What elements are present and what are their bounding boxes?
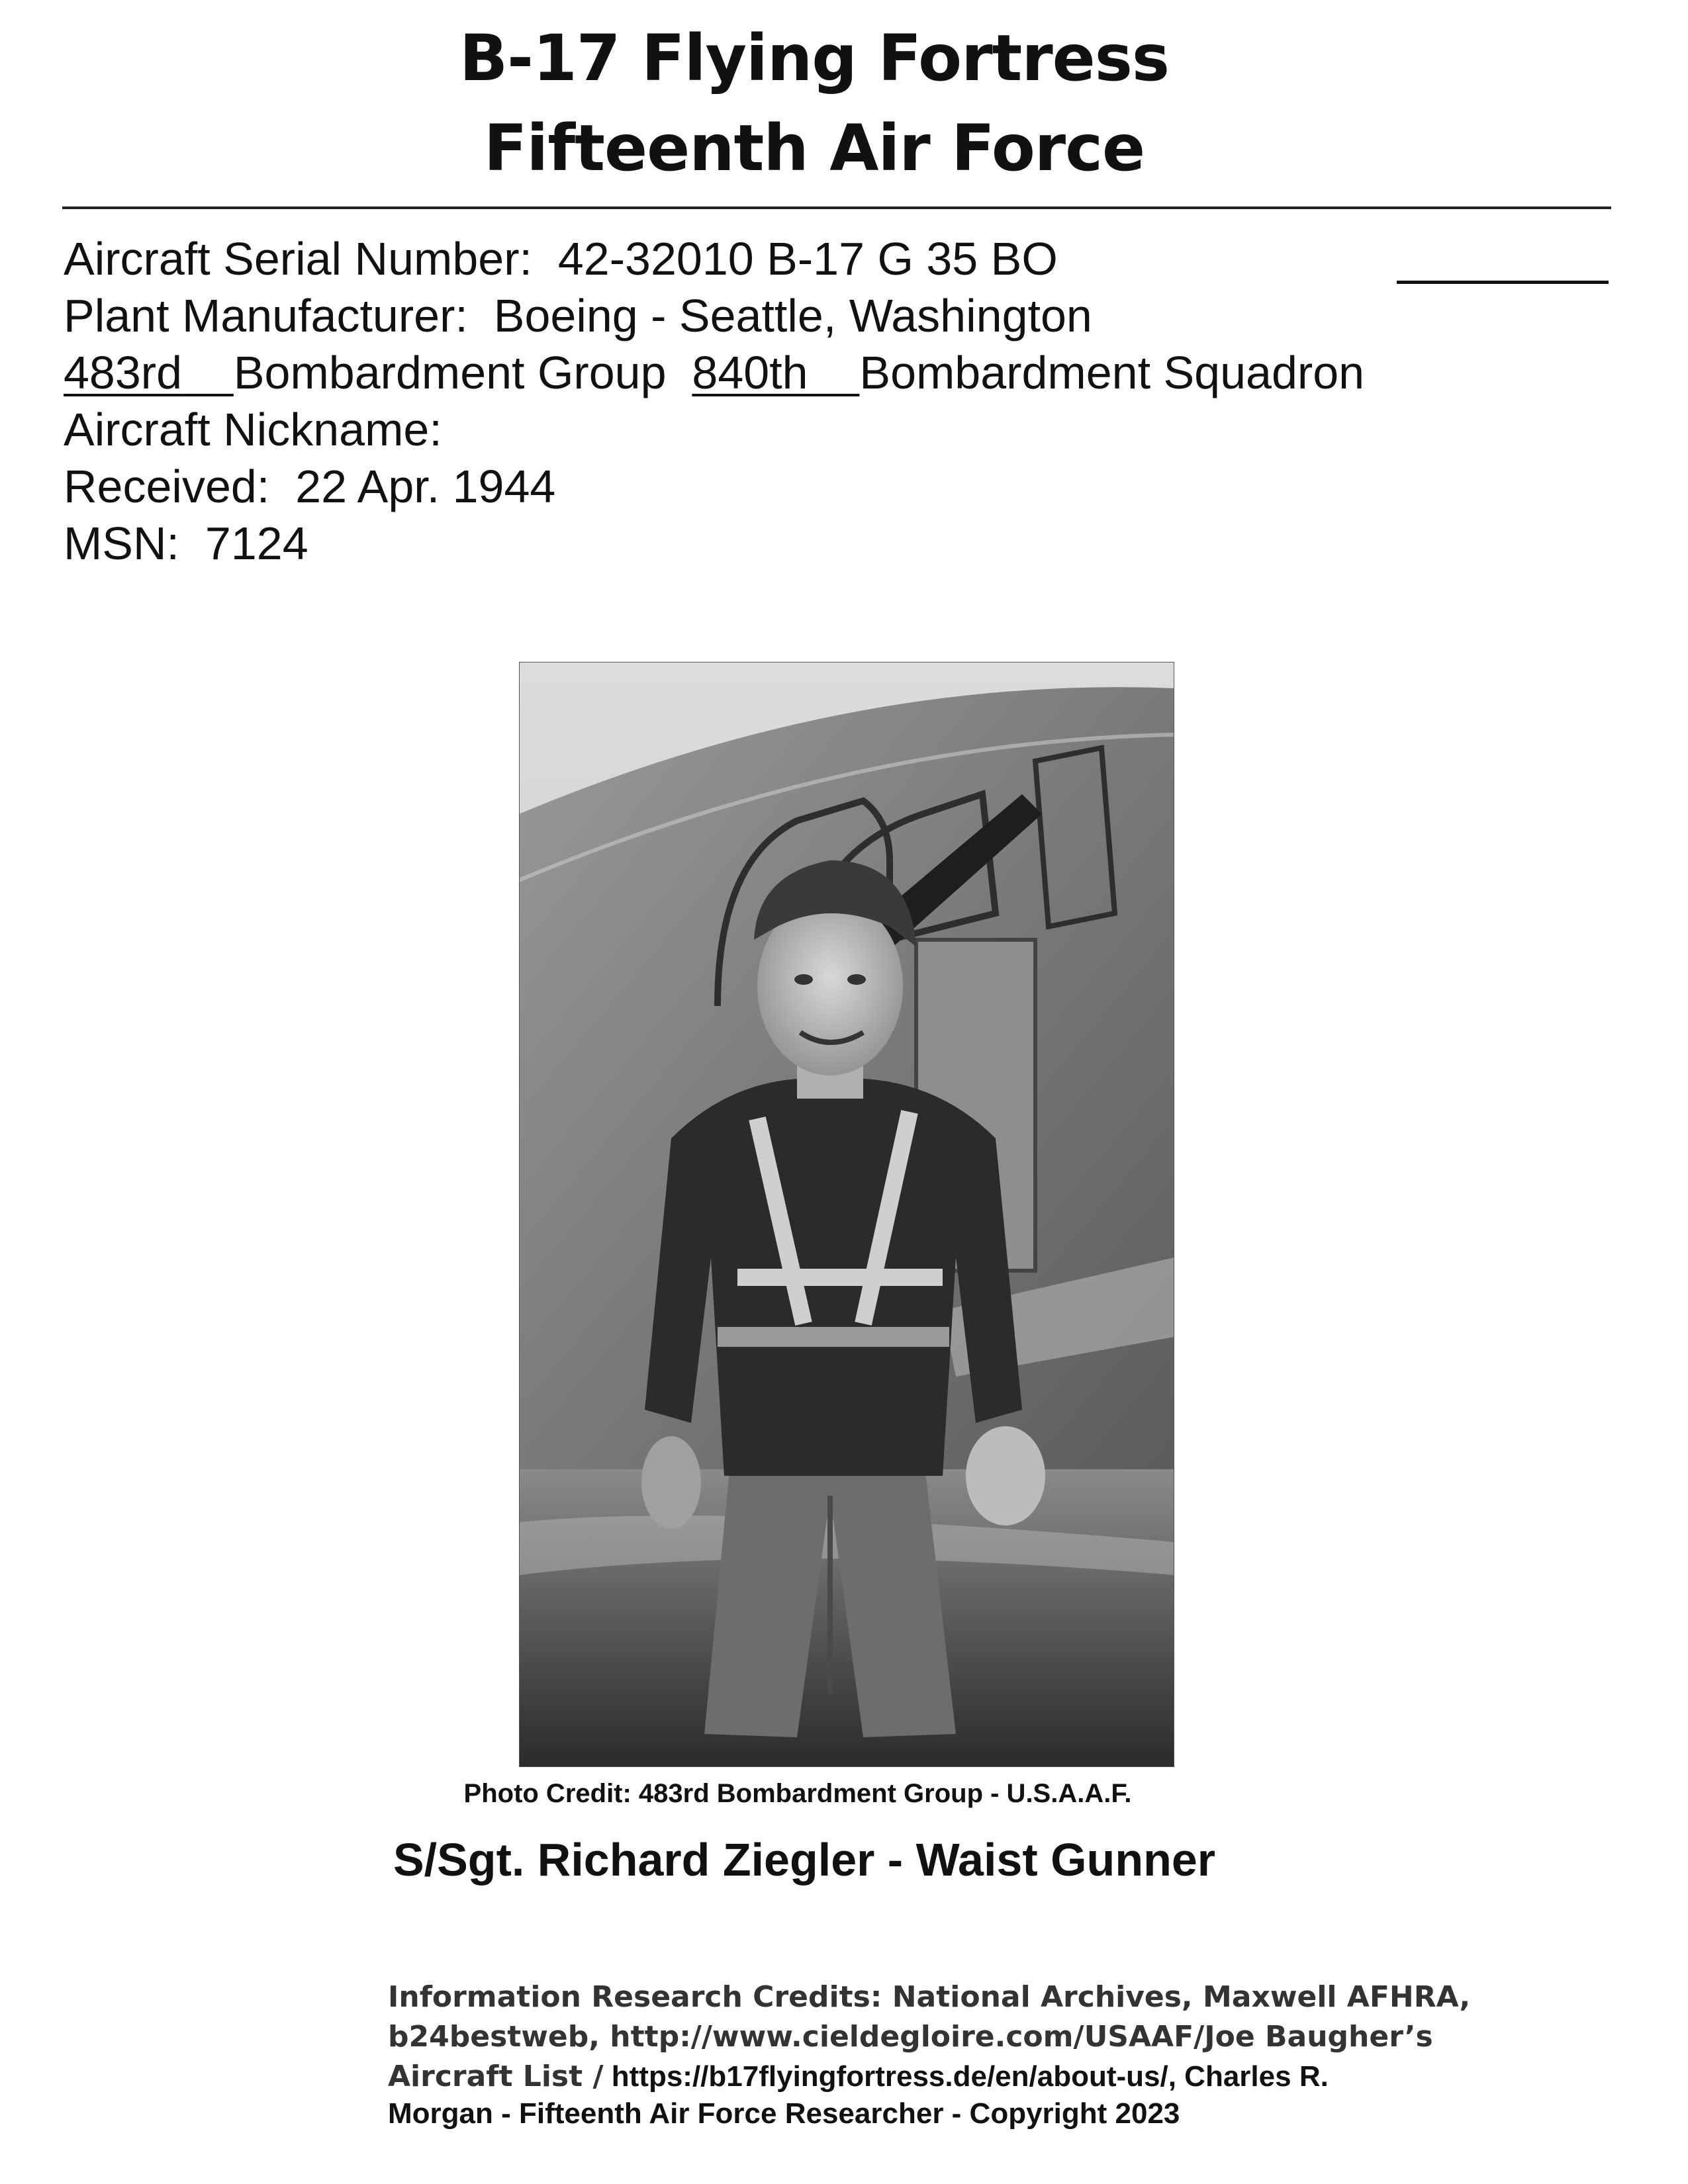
serial-number-row: [64, 233, 1058, 285]
msn-row: [64, 520, 308, 567]
nickname-row: [64, 406, 442, 453]
received-value: 22 Apr. 1944: [295, 461, 556, 512]
crew-photo: [519, 662, 1174, 1767]
research-credits-line-2: b24bestweb, http://www.cieldegloire.com/USAAF/Joe Baugher’s: [388, 2020, 1433, 2054]
squadron-number: 840th: [692, 347, 808, 398]
msn-value: 7124: [205, 518, 308, 569]
manufacturer-row: [64, 290, 1092, 341]
msn-label: MSN:: [64, 518, 179, 569]
manufacturer-label: Plant Manufacturer:: [64, 290, 468, 341]
research-credits-line-4: Morgan - Fifteenth Air Force Researcher - Copyright 2023: [388, 2097, 1180, 2130]
photo-subject: S/Sgt. Richard Ziegler - Waist Gunner: [393, 1834, 1216, 1886]
photo-credit: Photo Credit: 483rd Bombardment Group - U.S.A.A.F.: [463, 1779, 1132, 1808]
nickname-label: Aircraft Nickname:: [64, 404, 442, 455]
received-label: Received:: [64, 461, 270, 512]
manufacturer-value: Boeing - Seattle, Washington: [493, 290, 1092, 341]
serial-number-label: Aircraft Serial Number:: [64, 233, 532, 285]
received-row: [64, 463, 555, 510]
page-subtitle: Fifteenth Air Force: [483, 111, 1145, 185]
group-number: 483rd: [64, 347, 183, 398]
squadron-label: Bombardment Squadron: [859, 347, 1365, 398]
blank-entry-line: [1397, 281, 1609, 284]
research-credits-line-3: Aircraft List / https://b17flyingfortress.de/en/about-us/, Charles R.: [388, 2060, 1329, 2093]
page-title: B-17 Flying Fortress: [459, 21, 1170, 95]
unit-row: [64, 349, 1364, 396]
serial-number-value: 42-32010 B-17 G 35 BO: [557, 233, 1058, 285]
research-credits-line-1: Information Research Credits: National Archives, Maxwell AFHRA,: [388, 1980, 1471, 2014]
title-divider: [62, 206, 1611, 209]
group-label: Bombardment Group: [233, 347, 667, 398]
